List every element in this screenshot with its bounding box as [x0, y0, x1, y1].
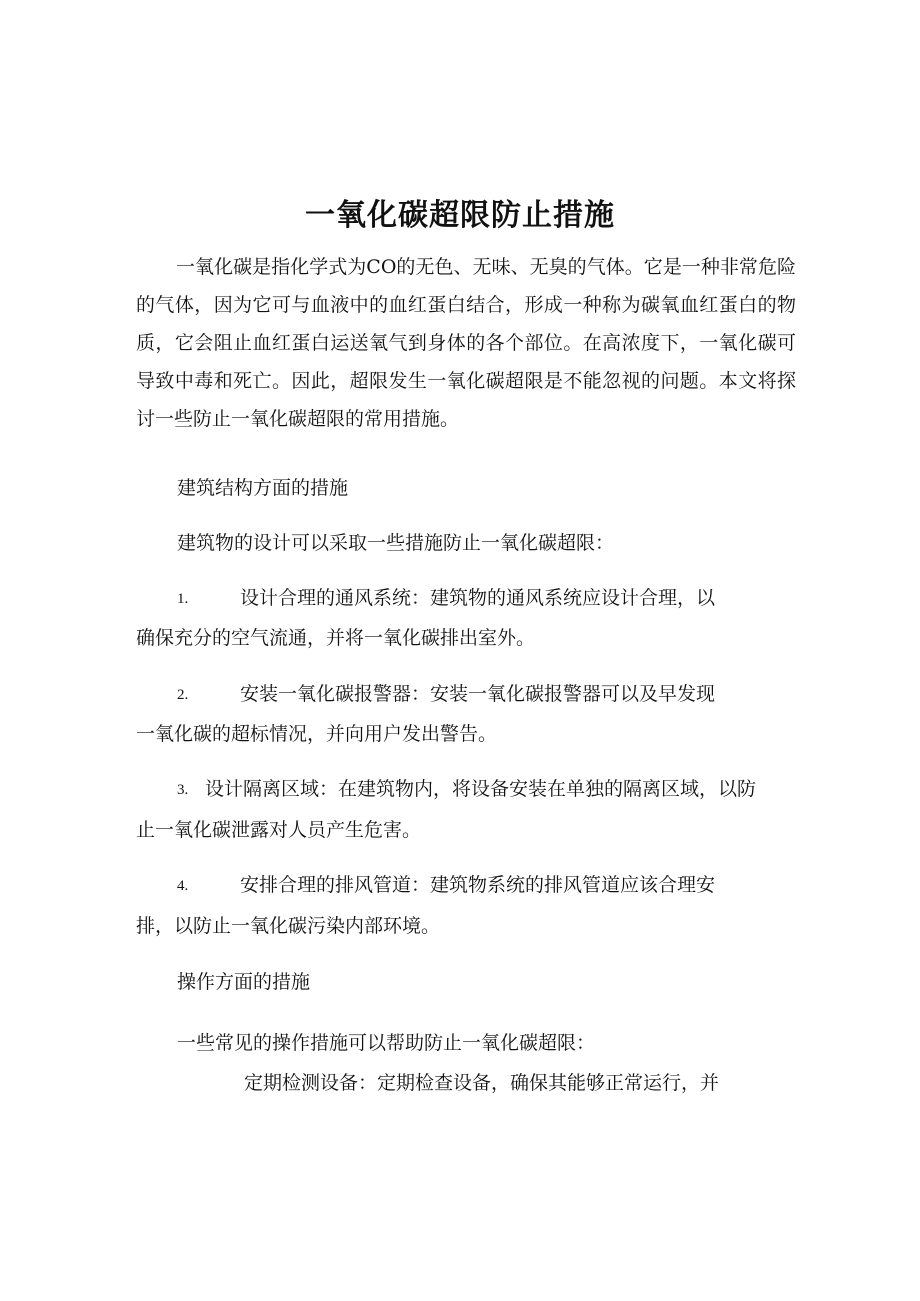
list-item-number: 3. [177, 782, 189, 798]
document-title: 一氧化碳超限防止措施 [305, 198, 615, 233]
list-item-line2: 一氧化碳的超标情况，并向用户发出警告。 [136, 723, 498, 745]
operation-item-line: 定期检测设备：定期检查设备，确保其能够正常运行，并 [244, 1072, 720, 1094]
section-lead-operation: 一些常见的操作措施可以帮助防止一氧化碳超限： [177, 1032, 596, 1054]
list-item-line1: 设计合理的通风系统：建筑物的通风系统应设计合理，以 [240, 587, 716, 609]
list-item-line2: 止一氧化碳泄露对人员产生危害。 [136, 819, 422, 841]
section-heading-operation: 操作方面的措施 [177, 971, 311, 993]
list-item-number: 2. [177, 687, 189, 703]
list-item-line1: 设计隔离区域：在建筑物内，将设备安装在单独的隔离区域，以防 [205, 778, 757, 800]
list-item-number: 1. [177, 591, 189, 607]
section-lead-building: 建筑物的设计可以采取一些措施防止一氧化碳超限： [177, 532, 615, 554]
intro-paragraph: 一氧化碳是指化学式为CO的无色、无味、无臭的气体。它是一种非常危险的气体，因为它可与血液中的血红蛋白结合，形成一种称为碳氧血红蛋白的物质，它会阻止血红蛋白运送氧气到身体的各个部位。在高浓度下，一氧化碳可导致中毒和死亡。因此，超限发生一氧化碳超限是不能忽视的问题。本文将探讨一些防止一氧化碳超限的常用措施。 [136, 256, 796, 430]
list-item-line1: 安排合理的排风管道：建筑物系统的排风管道应该合理安 [240, 874, 716, 896]
section-heading-building: 建筑结构方面的措施 [177, 477, 349, 499]
list-item-number: 4. [177, 878, 189, 894]
list-item-line2: 排，以防止一氧化碳污染内部环境。 [136, 915, 441, 937]
list-item-line1: 安装一氧化碳报警器：安装一氧化碳报警器可以及早发现 [240, 683, 716, 705]
list-item-line2: 确保充分的空气流通，并将一氧化碳排出室外。 [136, 627, 536, 649]
